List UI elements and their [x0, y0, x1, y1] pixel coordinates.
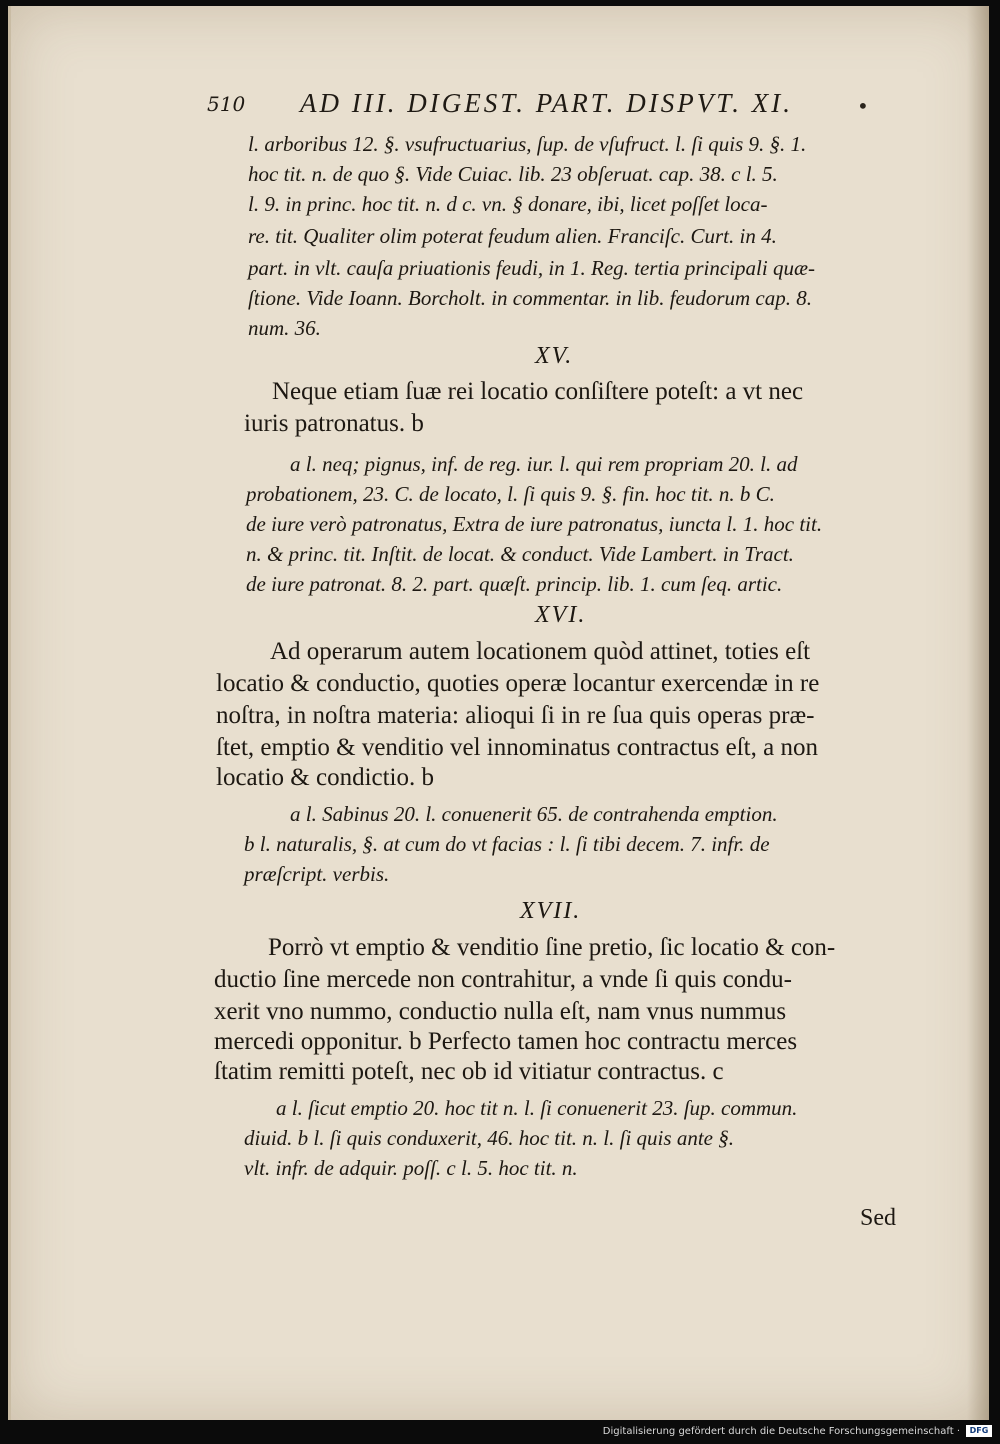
body-line: xerit vno nummo, conductio nulla eſt, nam vnus nummus — [214, 998, 787, 1025]
body-line: ſtet, emptio & venditio vel innominatus contractus eſt, a non — [216, 734, 818, 761]
note-line: a l. ſicut emptio 20. hoc tit n. l. ſi conuenerit 23. ſup. commun. — [276, 1096, 798, 1120]
note-line: b l. naturalis, §. at cum do vt facias : l. ſi tibi decem. 7. infr. de — [244, 832, 770, 856]
body-line: iuris patronatus. b — [244, 410, 424, 437]
note-line: a l. Sabinus 20. l. conuenerit 65. de contrahenda emption. — [290, 802, 778, 826]
running-head: AD III. DIGEST. PART. DISPVT. XI. — [300, 88, 793, 118]
section-heading: XVI. — [535, 602, 587, 628]
body-line: noſtra, in noſtra materia: alioqui ſi in re ſua quis operas præ- — [216, 702, 815, 729]
note-line: hoc tit. n. de quo §. Vide Cuiac. lib. 23 obſeruat. cap. 38. c l. 5. — [248, 162, 778, 186]
note-line: re. tit. Qualiter olim poterat feudum alien. Franciſc. Curt. in 4. — [248, 224, 777, 248]
dfg-logo-icon: DFG — [966, 1425, 992, 1437]
note-line: n. & princ. tit. Inſtit. de locat. & conduct. Vide Lambert. in Tract. — [246, 542, 794, 566]
note-line: part. in vlt. cauſa priuationis feudi, in 1. Reg. tertia principali quæ- — [248, 256, 815, 280]
note-line: ſtione. Vide Ioann. Borcholt. in commentar. in lib. feudorum cap. 8. — [248, 286, 813, 310]
section-heading: XVII. — [520, 898, 582, 924]
note-line: probationem, 23. C. de locato, l. ſi quis 9. §. fin. hoc tit. n. b C. — [246, 482, 775, 506]
body-line: ſtatim remitti poteſt, nec ob id vitiatur contractus. c — [214, 1058, 724, 1085]
body-line: Porrò vt emptio & venditio ſine pretio, ſic locatio & con- — [268, 934, 836, 961]
body-line: locatio & condictio. b — [216, 764, 435, 791]
note-line: l. arboribus 12. §. vsufructuarius, ſup. de vſufruct. l. ſi quis 9. §. 1. — [248, 132, 807, 156]
page-number: 510 — [207, 92, 246, 116]
footer-credit: Digitalisierung gefördert durch die Deutsche Forschungsgemeinschaft · — [602, 1426, 960, 1437]
note-line: vlt. infr. de adquir. poſſ. c l. 5. hoc tit. n. — [244, 1156, 578, 1180]
note-line: a l. neq; pignus, inf. de reg. iur. l. qui rem propriam 20. l. ad — [290, 452, 798, 476]
note-line: num. 36. — [248, 316, 321, 340]
body-line: locatio & conductio, quoties operæ locantur exercendæ in re — [216, 670, 820, 697]
note-line: de iure patronat. 8. 2. part. quæſt. princip. lib. 1. cum ſeq. artic. — [246, 572, 783, 596]
body-line: Ad operarum autem locationem quòd attinet, toties eſt — [270, 638, 811, 665]
body-line: ductio ſine mercede non contrahitur, a vnde ſi quis condu- — [214, 966, 792, 993]
note-line: præſcript. verbis. — [244, 862, 390, 886]
body-line: mercedi opponitur. b Perfecto tamen hoc contractu merces — [214, 1028, 798, 1055]
note-line: diuid. b l. ſi quis conduxerit, 46. hoc tit. n. l. ſi quis ante §. — [244, 1126, 734, 1150]
ink-mark-icon: • — [857, 94, 869, 118]
body-line: Neque etiam ſuæ rei locatio conſiſtere poteſt: a vt nec — [272, 378, 804, 405]
note-line: l. 9. in princ. hoc tit. n. d c. vn. § donare, ibi, licet poſſet loca- — [248, 192, 768, 216]
note-line: de iure verò patronatus, Extra de iure patronatus, iuncta l. 1. hoc tit. — [246, 512, 823, 536]
section-heading: XV. — [535, 343, 574, 369]
catchword: Sed — [860, 1205, 896, 1231]
